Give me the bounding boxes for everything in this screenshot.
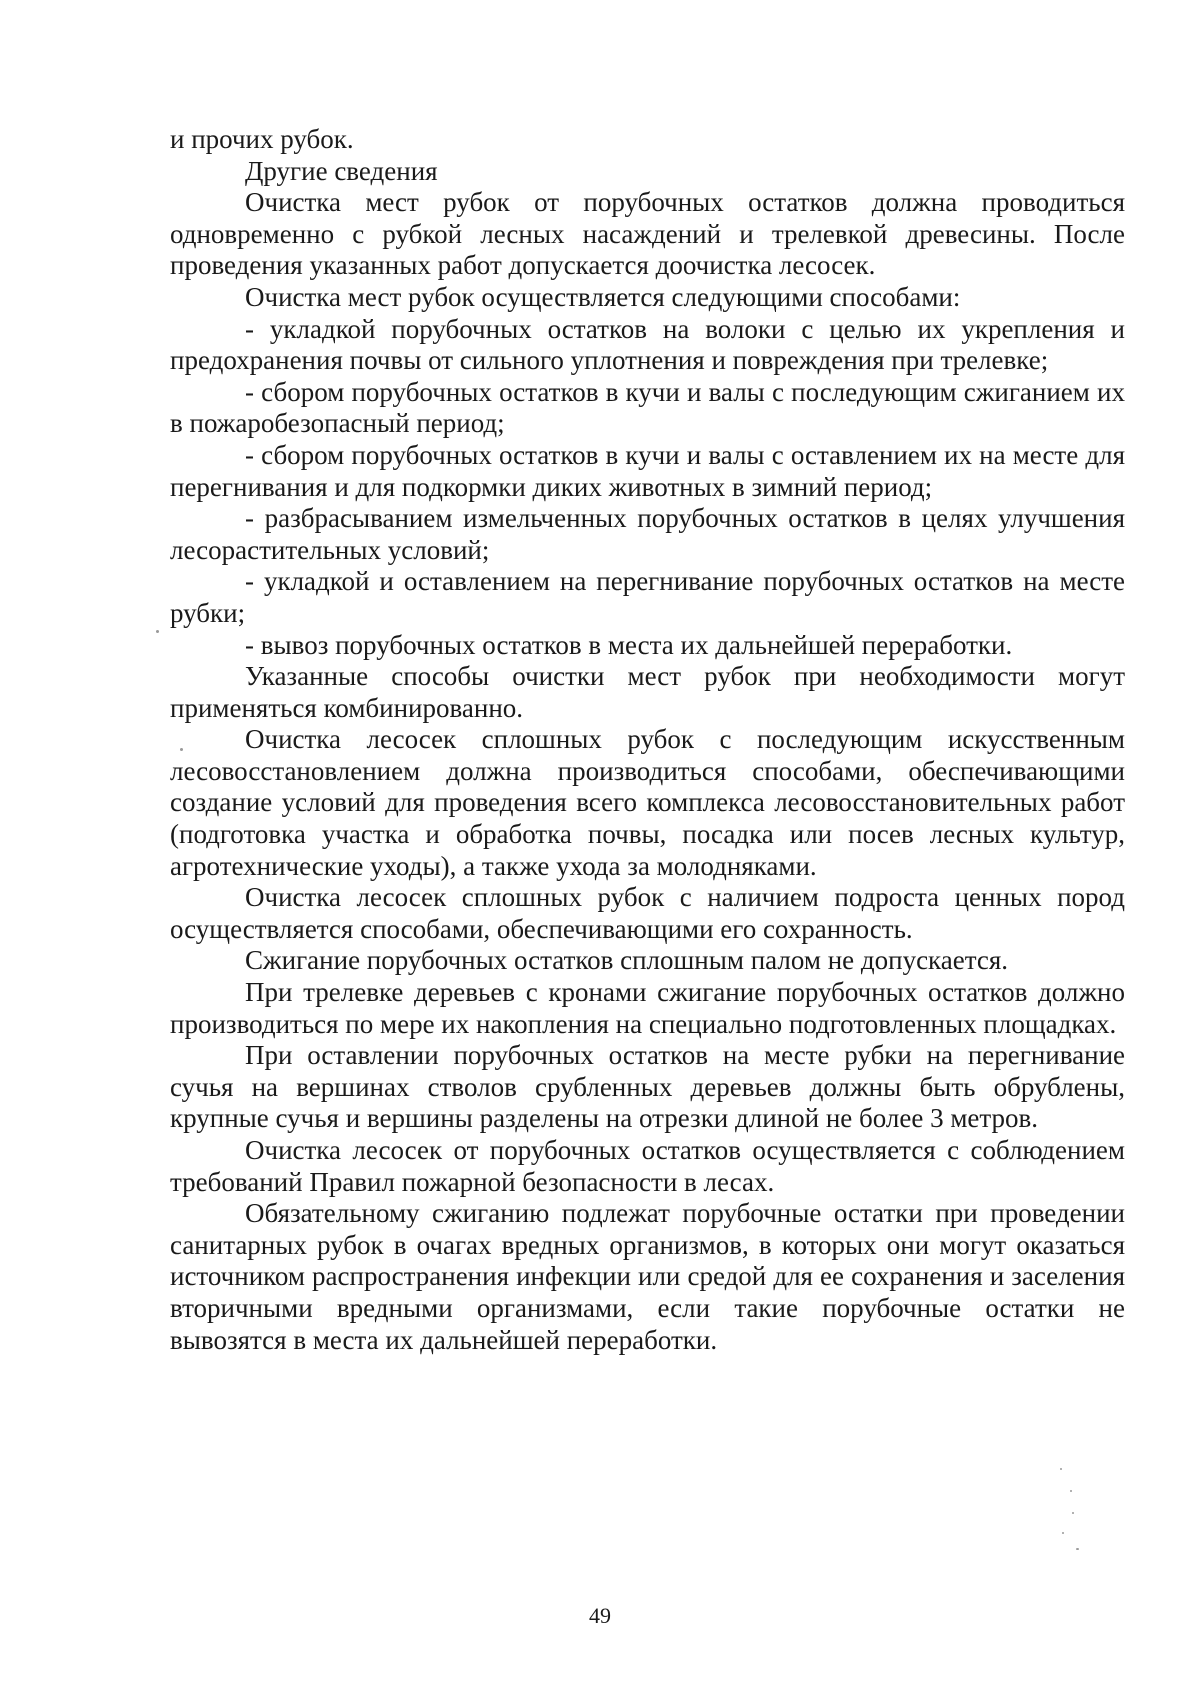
paragraph-11: Указанные способы очистки мест рубок при необходимости могут применяться комбинированно. [170,661,1125,723]
scan-speck [1070,1490,1072,1492]
list-item-3: - сбором порубочных остатков в кучи и валы с оставлением их на месте для перегнивания и для подкормки диких животных в зимний период; [170,439,1125,502]
list-item-4: - разбрасыванием измельченных порубочных остатков в целях улучшения лесорастительных условий; [170,503,1125,565]
paragraph-17: Очистка лесосек от порубочных остатков осуществляется с соблюдением требований Правил пожарной безопасности в лесах. [170,1135,1125,1197]
list-item-1: - укладкой порубочных остатков на волоки с целью их укрепления и предохранения почвы от сильного уплотнения и повреждения при трелевке; [170,313,1125,376]
section-heading-other-info: Другие сведения [245,155,438,186]
paragraph-16: При оставлении порубочных остатков на месте рубки на перегнивание сучья на вершинах стволов срубленных деревьев должны быть обрублены, крупные сучья и вершины разделены на отрезки длиной не более 3 метров. [170,1040,1125,1134]
document-body [170,124,1125,1356]
paragraph-15: При трелевке деревьев с кронами сжигание порубочных остатков должно производиться по мере их накопления на специально подготовленных площадках. [170,977,1125,1039]
list-item-5: - укладкой и оставлением на перегнивание порубочных остатков на месте рубки; [170,566,1125,628]
scan-speck [1060,1468,1062,1470]
scan-speck [1076,1548,1079,1550]
paragraph-14: Сжигание порубочных остатков сплошным палом не допускается. [245,945,1009,976]
paragraph-12: Очистка лесосек сплошных рубок с последующим искусственным лесовосстановлением должна производиться способами, обеспечивающими создание условий для проведения всего комплекса лесовосстановительных работ (подготовка участка и обработка почвы, посадка или посев лесных культур, агротехнические уходы), а также ухода за молодняками. [170,724,1125,881]
paragraph-1: и прочих рубок. [170,124,354,154]
paragraph-13: Очистка лесосек сплошных рубок с наличием подроста ценных пород осуществляется способами, обеспечивающими его сохранность. [170,882,1125,944]
scan-speck [156,630,159,633]
scan-speck [1072,1512,1074,1514]
paragraph-3: Очистка мест рубок от порубочных остатков должна проводиться одновременно с рубкой лесных насаждений и трелевкой древесины. После проведения указанных работ допускается доочистка лесосек. [170,187,1125,281]
list-item-2: - сбором порубочных остатков в кучи и валы с последующим сжиганием их в пожаробезопасный период; [170,376,1125,439]
scan-speck [1062,1532,1064,1534]
paragraph-4: Очистка мест рубок осуществляется следующими способами: [245,281,961,312]
paragraph-18: Обязательному сжиганию подлежат порубочные остатки при проведении санитарных рубок в очагах вредных организмов, в которых они могут оказаться источником распространения инфекции или средой для ее сохранения и заселения вторичными вредными организмами, если такие порубочные остатки не вывозятся в места их дальнейшей переработки. [170,1198,1125,1355]
scan-speck [180,748,183,751]
page-number: 49 [589,1603,611,1628]
list-item-6: - вывоз порубочных остатков в места их дальнейшей переработки. [245,629,1013,660]
